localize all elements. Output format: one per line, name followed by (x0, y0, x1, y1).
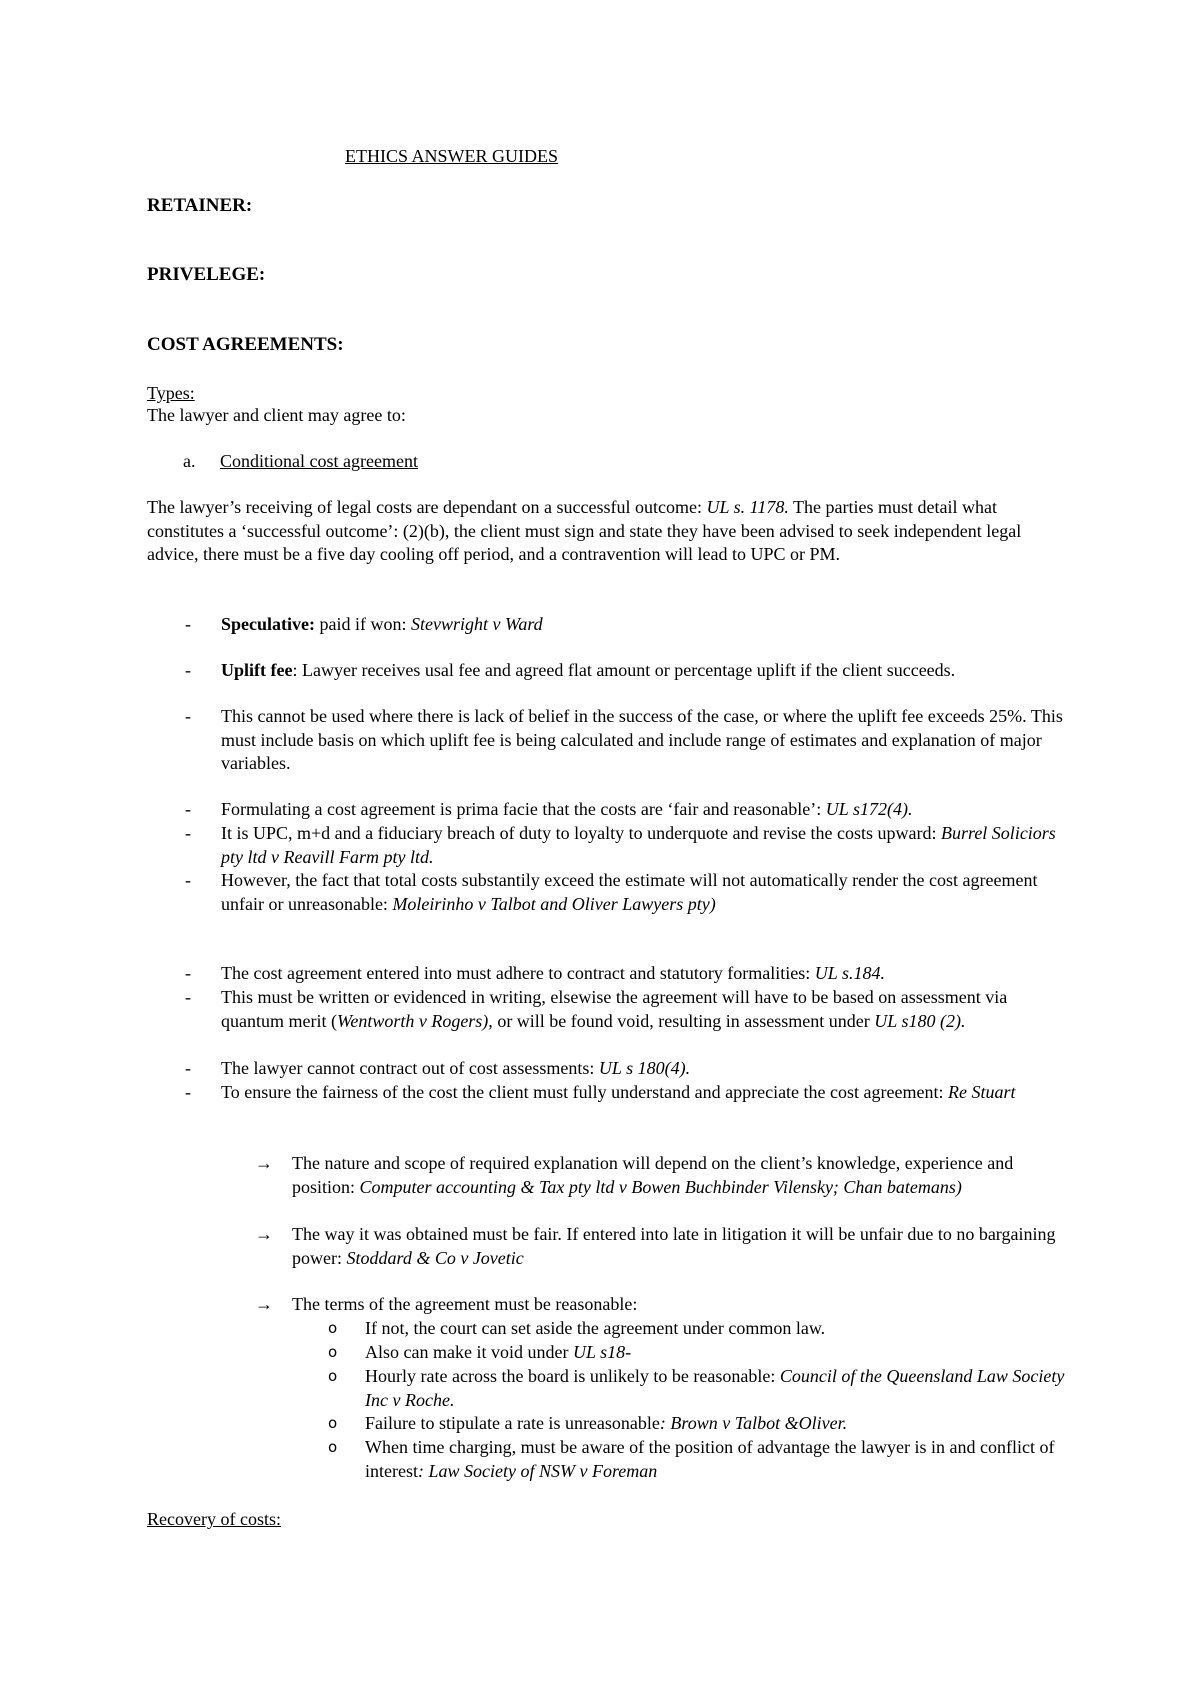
arrow-text: The nature and scope of required explanation will depend on the client’s knowledge, experience and position: (292, 1153, 1014, 1197)
sub-citation: Council of the Queensland Law Society Inc v Roche. (365, 1366, 1065, 1410)
arrow-icon: → (255, 1224, 273, 1244)
heading-privelege: PRIVELEGE: (147, 264, 266, 285)
bullet-text: or will be found void, resulting in assessment under (492, 1010, 875, 1031)
bullet-text: This must be written or evidenced in writing, elsewise the agreement will have to be based on assessment via quantum merit ( (221, 987, 1008, 1031)
bullet-citation: UL s180 (2). (874, 1010, 966, 1031)
bullet-text: The cost agreement entered into must adhere to contract and statutory formalities: (221, 963, 815, 983)
bullet-marker: - (185, 614, 191, 634)
bullet-term: Uplift fee (221, 660, 293, 680)
bullet-text: However, the fact that total costs substantily exceed the estimate will not automatically render the cost agreement unfair or unreasonable: (221, 870, 1038, 914)
list-marker: a. (183, 451, 196, 471)
bullet-citation: Burrel Soliciors pty ltd v Reavill Farm pty ltd. (221, 823, 1056, 867)
circle-bullet-icon: o (328, 1319, 338, 1337)
bullet-text: paid if won: (315, 614, 411, 634)
heading-cost-agreements: COST AGREEMENTS: (147, 334, 344, 355)
list-item-label: Conditional cost agreement (220, 451, 418, 471)
bullet-citation: UL s 180(4). (598, 1058, 691, 1078)
bullet-citation: UL s172(4). (825, 799, 913, 819)
bullet-marker: - (185, 870, 191, 890)
para-citation: UL s. 1178. (706, 497, 789, 517)
sub-citation: : Brown v Talbot &Oliver. (659, 1413, 848, 1433)
bullet-marker: - (185, 963, 191, 983)
arrow-text: The terms of the agreement must be reasonable: (292, 1294, 638, 1314)
sub-citation: UL s18- (572, 1342, 632, 1362)
circle-bullet-icon: o (328, 1343, 338, 1361)
conditional-paragraph (147, 496, 1067, 567)
circle-bullet-icon: o (328, 1414, 338, 1432)
bullet-citation: Re Stuart (948, 1082, 1016, 1102)
document-title: ETHICS ANSWER GUIDES (345, 146, 559, 166)
arrow-icon: → (255, 1294, 273, 1314)
circle-bullet-icon: o (328, 1438, 338, 1456)
bullet-text: The lawyer cannot contract out of cost assessments: (221, 1058, 599, 1078)
bullet-citation: Moleirinho v Talbot and Oliver Lawyers pty) (392, 893, 716, 914)
bullet-marker: - (185, 1082, 191, 1102)
sub-text: Hourly rate across the board is unlikely to be reasonable: (365, 1366, 780, 1386)
intro-text: The lawyer and client may agree to: (147, 405, 406, 425)
bullet-marker: - (185, 799, 191, 819)
types-label: Types: (147, 383, 195, 403)
bullet-text: : Lawyer receives usal fee and agreed flat amount or percentage uplift if the client succeeds. (292, 660, 956, 680)
sub-citation: : Law Society of NSW v Foreman (417, 1460, 658, 1481)
sub-text: Failure to stipulate a rate is unreasonable (365, 1413, 660, 1433)
sub-text: Also can make it void under (365, 1342, 573, 1362)
circle-bullet-icon: o (328, 1367, 338, 1385)
bullet-marker: - (185, 987, 191, 1007)
arrow-citation: Computer accounting & Tax pty ltd v Bowen Buchbinder Vilensky; Chan batemans) (359, 1176, 962, 1197)
heading-retainer: RETAINER: (147, 195, 253, 216)
arrow-text: The way it was obtained must be fair. If entered into late in litigation it will be unfair due to no bargaining power: (292, 1224, 1056, 1268)
bullet-marker: - (185, 706, 191, 726)
para-text: The lawyer’s receiving of legal costs are dependant on a successful outcome: (147, 497, 707, 517)
bullet-text: Formulating a cost agreement is prima facie that the costs are ‘fair and reasonable’: (221, 799, 826, 819)
bullet-marker: - (185, 823, 191, 843)
sub-text: When time charging, must be aware of the position of advantage the lawyer is in and conflict of interest (365, 1437, 1055, 1481)
bullet-text: To ensure the fairness of the cost the client must fully understand and appreciate the cost agreement: (221, 1082, 948, 1102)
bullet-citation: Wentworth v Rogers), (336, 1010, 493, 1031)
bullet-term: Speculative: (221, 614, 315, 634)
bullet-text: It is UPC, m+d and a fiduciary breach of duty to loyalty to underquote and revise the costs upward: (221, 823, 941, 843)
bullet-citation: UL s.184. (814, 963, 885, 983)
recovery-of-costs-label: Recovery of costs: (147, 1509, 281, 1529)
arrow-icon: → (255, 1153, 273, 1173)
bullet-marker: - (185, 660, 191, 680)
bullet-text: This cannot be used where there is lack of belief in the success of the case, or where the uplift fee exceeds 25%. This must include basis on which uplift fee is being calculated and include range of estimates and explanation of major variables. (221, 706, 1063, 773)
para-text: The parties must detail what constitutes a ‘successful outcome’: (2)(b), the client must sign and state they have been advised to seek independent legal advice, there must be a five day cooling off period, and a contravention will lead to UPC or PM. (147, 497, 1022, 564)
arrow-citation: Stoddard & Co v Jovetic (346, 1247, 524, 1268)
bullet-marker: - (185, 1058, 191, 1078)
bullet-citation: Stevwright v Ward (411, 614, 543, 634)
sub-text: If not, the court can set aside the agreement under common law. (365, 1318, 826, 1338)
